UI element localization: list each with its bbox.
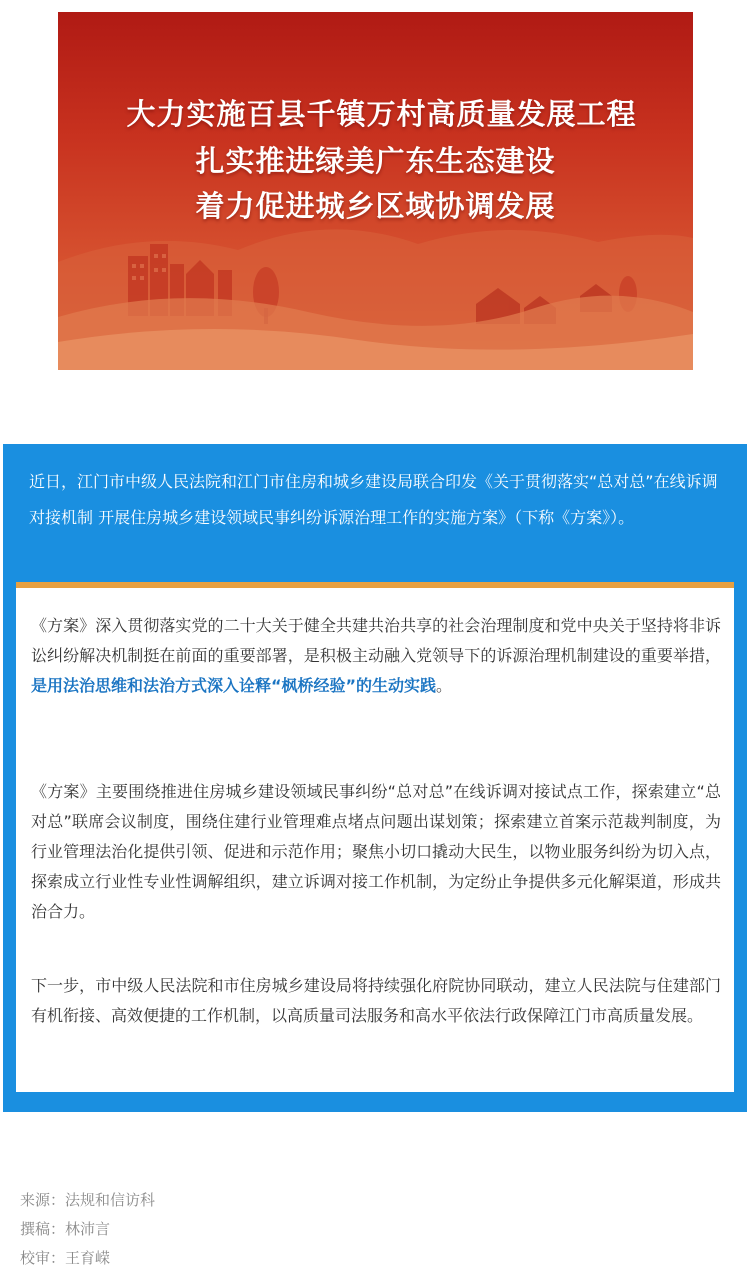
lead-paragraph: 近日，江门市中级人民法院和江门市住房和城乡建设局联合印发《关于贯彻落实“总对总”在线诉调对接机制 开展住房城乡建设领域民事纠纷诉源治理工作的实施方案》（下称《方案》）。	[29, 472, 718, 527]
paragraph-1-emphasis: 是用法治思维和法治方式深入诠释“枫桥经验”的生动实践	[31, 676, 437, 695]
credit-source: 来源：法规和信访科	[20, 1191, 156, 1209]
banner-headline-1: 大力实施百县千镇万村高质量发展工程	[126, 97, 637, 131]
banner-headline-2: 扎实推进绿美广东生态建设	[195, 144, 556, 178]
paragraph-2: 《方案》主要围绕推进住房城乡建设领域民事纠纷“总对总”在线诉调对接试点工作，探索建立“总对总”联席会议制度，围绕住建行业管理难点堵点问题出谋划策；探索建立首案示范裁判制度，为行业管理法治化提供引领、促进和示范作用；聚焦小切口撬动大民生，以物业服务纠纷为切入点，探索成立行业性专业性调解组织，建立诉调对接工作机制，为定纷止争提供多元化解渠道，形成共治合力。	[31, 782, 721, 921]
banner-headline-3: 着力促进城乡区域协调发展	[195, 189, 556, 223]
content-panel	[3, 444, 747, 1112]
paragraph-1-text: 《方案》深入贯彻落实党的二十大关于健全共建共治共享的社会治理制度和党中央关于坚持将非诉讼纠纷解决机制挺在前面的重要部署，是积极主动融入党领导下的诉源治理机制建设的重要举措，	[31, 616, 721, 665]
credit-writer: 撰稿：林沛言	[20, 1220, 111, 1238]
header-banner	[58, 12, 693, 370]
content-card	[16, 582, 734, 1092]
article-credits	[20, 1186, 155, 1273]
paragraph-1-end: 。	[436, 676, 453, 695]
paragraph-1	[31, 611, 721, 701]
credit-reviewer: 校审：王育嵘	[20, 1249, 111, 1267]
paragraph-3: 下一步，市中级人民法院和市住房城乡建设局将持续强化府院协同联动，建立人民法院与住建部门有机衔接、高效便捷的工作机制，以高质量司法服务和高水平依法行政保障江门市高质量发展。	[31, 976, 721, 1025]
